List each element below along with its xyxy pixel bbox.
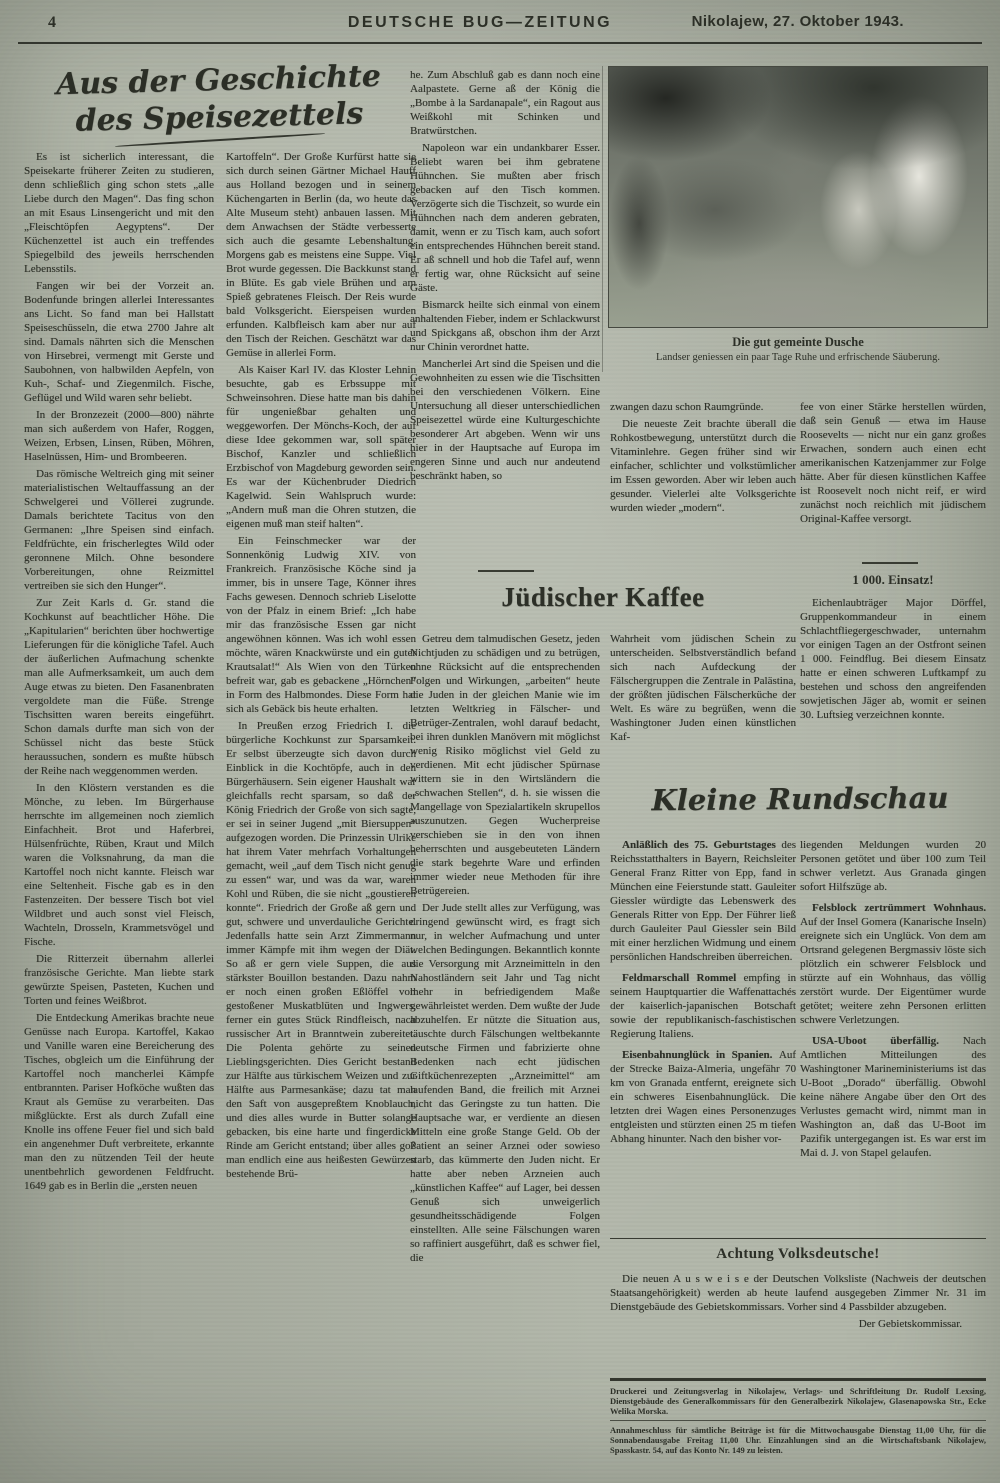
news-item: liegenden Meldungen wurden 20 Personen getötet und über 100 zum Teil schwer verletzt. Aus Granada gingen sofort Hilfszüge ab. <box>800 839 986 893</box>
rundschau-column-4 <box>610 838 796 1236</box>
news-item: Feldmarschall Rommel empfing in seinem Hauptquartier die Waffenattachés der kaiserlich-japanischen Botschaft sowie der republikanisch-faschistischen Regierung Italiens. <box>610 972 796 1040</box>
column-3-kaffee <box>410 632 600 1448</box>
article-kaffee-headline: Jüdischer Kaffee <box>501 582 705 612</box>
news-item-lead: Anläßlich des 75. Geburtstages <box>622 839 782 851</box>
section-rule <box>862 562 918 564</box>
volksdeutsche-signature: Der Gebietskommissar. <box>858 1318 962 1330</box>
imprint-line-2: Annahmeschluss für sämtliche Beiträge ist für die Mittwochausgabe Dienstag 11,00 Uhr, für die Sonnabendausgabe Freitag 11,00 Uhr. Einzahlungen sind an die Wirtschaftsbank Nikolajew, Spasskastr. 54, auf das Konto Nr. 149 zu leisten. <box>610 1425 986 1455</box>
paragraph: Fangen wir bei der Vorzeit an. Bodenfunde bringen allerlei Interessantes ans Licht. So fand man bei Hallstatt Speiseschüsseln, die etwa 2700 Jahre alt sind. Damals nährten sich die Menschen von Hirsebrei, vermengt mit Gerste und Saubohnen, von halbwilden Aepfeln, von Kuh-, Schaf- und Ziegenmilch. Fische, Geflügel und Wild waren sehr beliebt. <box>24 280 214 404</box>
imprint-box <box>610 1378 986 1455</box>
headline-line-2: des Speisezettels <box>75 96 364 139</box>
paragraph: In der Bronzezeit (2000—800) nährte man sich außerdem von Hafer, Roggen, Weizen, Erbsen, Linsen, Rüben, Möhren, Haselnüssen, Him- und Brombeeren. <box>24 409 214 463</box>
paragraph: Als Kaiser Karl IV. das Kloster Lehnin besuchte, gab es Erbssuppe mit Schweinsohren. Diese hatte man bis dahin für ungenießbar gehalten und weggeworfen. Der Mönchs-Koch, der auf diese Idee gekommen war, soll später Bischof, Kanzler und schließlich Erzbischof von Magdeburg geworden sein. Es war der Küchenbruder Diedrich Kagelwid. Sein Wahlspruch wurde: „Andern muß man die Ohren stutzen, die eigenen muß man steif halten“. <box>226 364 416 530</box>
rundschau-column-5 <box>800 838 986 1236</box>
shower-photo <box>608 66 988 328</box>
article-einsatz-body <box>800 596 986 790</box>
paragraph: In den Klöstern verstanden es die Mönche, zu leben. Im Bürgerhause herrschte im allgemeinen noch ziemlich Einfachheit. Brot und Haferbrei, Hülsenfrüchte, Rüben, Kraut und Milch waren die Volksnahrung, da man die Kartoffel noch nicht kannte. Fleisch war eine Seltenheit. Fische gab es in den Fastenzeiten. Der bessere Tisch bot viel Wildbret und auch sonst viel Fleisch, Wachteln, Drosseln, Krammetsvögel und Fische. <box>24 782 214 948</box>
column-5-kaffee-end <box>800 400 986 556</box>
paragraph: Die neueste Zeit brachte überall die Rohkostbewegung, unterstützt durch die Vitaminlehre. Gegen früher sind wir einfacher, schlichter und volkstümlicher im Essen geworden. Aber wir leben auch gesunder. Vielerlei alte Volksgerichte wurden wieder „modern“. <box>610 418 796 514</box>
news-item: Anläßlich des 75. Geburtstages des Reichsstatthalters in Bayern, Reichsleiter General Franz Ritter von Epp, fand in München eine Feierstunde statt. Gauleiter Giessler würdigte das Lebenswerk des Generals Ritter von Epp. Der Führer ließ durch Gauleiter Paul Giessler sein Bild mit einer herzlichen Widmung und einem persönlichen Handschreiben überreichen. <box>610 839 796 963</box>
paragraph: Kartoffeln“. Der Große Kurfürst hatte sie sich durch seinen Gärtner Michael Hauff aus Holland bezogen und in seinem Küchengarten in Berlin (da, wo heute das Alte Museum steht) anbauen lassen. Mit dem Anwachsen der Städte verbesserte sich auch die gesamte Lebenshaltung. Morgens gab es meistens eine Suppe. Viel Brot wurde gegessen. Die Backkunst stand in Blüte. Es gab viele Brühen und am Spieß gebratenes Fleisch. Der Reis wurde bald Volksgericht. Eierspeisen wurden erfunden. Kalbfleisch kam aber nur auf den Tisch der Reichen. Geschätzt war das Gemüse in allerlei Form. <box>226 151 416 359</box>
paragraph: he. Zum Abschluß gab es dann noch eine Aalpastete. Gerne aß der König die „Bombe à la Sardanapale“, ein Ragout aus Weißkohl mit Schinken und Bratwürstchen. <box>410 69 600 137</box>
vertical-divider <box>602 66 603 372</box>
paragraph: Die Entdeckung Amerikas brachte neue Genüsse nach Europa. Kartoffel, Kakao und Vanille waren eine Bereicherung des Tisches, obgleich um die Einführung der Kartoffel noch mancherlei Kämpfe entbrannten. Pariser Hofköche wußten das Kraut als Gemüse zu verarbeiten. Das mißglückte. Erst als durch Zufall eine Knolle ins offene Feuer fiel und sich bald ein angenehmer Duft verbreitete, erkannte man den zu nützenden Teil der heute unentbehrlich gewordenen Feldfrucht. 1649 gab es in Berlin die „ersten neuen <box>24 1012 214 1192</box>
photo-caption-text: Landser geniessen ein paar Tage Ruhe und erfrischende Säuberung. <box>656 352 940 363</box>
volksdeutsche-headline: Achtung Volksdeutsche! <box>716 1246 880 1262</box>
news-item-lead: USA-Uboot überfällig. <box>812 1035 963 1047</box>
dateline: Nikolajew, 27. Oktober 1943. <box>691 13 904 30</box>
header-rule <box>18 42 982 44</box>
section-rule <box>610 1238 986 1239</box>
paragraph: Getreu dem talmudischen Gesetz, jeden Nichtjuden zu schädigen und zu betrügen, ohne Rücksicht auf die entsprechenden Folgen und Wirkungen, „arbeiten“ heute die Juden in der gleichen Manie wie im letzten Weltkrieg in Fälscher- und Betrüger-Zentralen, wohl darauf bedacht, bei ihren dunklen Manövern mit möglichst wenig Risiko möglichst viel Geld zu verdienen. Mit echt jüdischer Spürnase wittern sie in den Wirtsländern die „schwachen Stellen“, d. h. sie wissen die Mangellage von Spezialartikeln skrupellos auszunutzen. Gegen Wucherpreise verschieben sie in den von ihnen beherrschten und ausgebeuteten Ländern die stark begehrte Ware und erfinden immer wieder neue Methoden für ihre Betrügereien. <box>410 633 600 897</box>
volksdeutsche-text <box>610 1272 986 1314</box>
news-item-lead: Felsblock zertrümmert Wohnhaus. <box>812 902 986 914</box>
news-item-lead: Eisenbahnunglück in Spanien. <box>622 1049 779 1061</box>
news-item: USA-Uboot überfällig. Nach Amtlichen Mitteilungen des Washingtoner Marineministeriums ist das U-Boot „Dorado“ überfällig. Obwohl keine nähere Angabe über den Ort des Verlustes gemacht wird, nimmt man in Washington an, daß das U-Boot im Pazifik untergegangen ist. Es war erst im Mai d. J. von Stapel gelaufen. <box>800 1035 986 1159</box>
section-rule <box>478 570 534 572</box>
column-4-kaffee <box>610 632 796 790</box>
paragraph: Wahrheit vom jüdischen Schein zu unterscheiden. Selbstverständlich befand sich nach Aufdeckung der Fälschergruppen die Zentrale in Palästina, der größten jüdischen Fälscherküche der Welt. Es wäre zu begrüßen, wenn die Washingtoner Juden einen künstlichen Kaf- <box>610 633 796 743</box>
paragraph: Bismarck heilte sich einmal von einem anhaltenden Fieber, indem er Schlackwurst und Spickgans aß, obschon ihm der Arzt nur Chinin verordnet hatte. <box>410 299 600 353</box>
paragraph: Eichenlaubträger Major Dörffel, Gruppenkommandeur in einem Schlachtfliegergeschwader, unternahm vor einigen Tagen an der Ostfront seinen 1 000. Feindflug. Bei diesem Einsatz hatte er einen schweren Luftkampf zu bestehen und schoss den angreifenden sowjetischen Jäger ab, womit er seinen 30. Luftsieg verzeichnen konnte. <box>800 597 986 721</box>
paragraph: In Preußen erzog Friedrich I. die bürgerliche Kochkunst zur Sparsamkeit. Er selbst überzeugte sich davon durch Einblick in die Kochtöpfe, auch in den Bürgerhäusern. Sein eigener Haushalt war gleichfalls recht sparsam, so daß der König Friedrich der Große von sich sagte, er sei in seiner Jugend „mit Biersuppen“ aufgezogen worden. Die Prinzessin Ulrike hat ihrem Vater mehrfach Vorhaltungen gemacht, weil „auf dem Tisch nicht genug zu essen“ war, und was da war, waren Kohl und Rüben, die sie nicht „goustieren konnte“. Friedrich der Große aß gern und gut, schwere und unverdauliche Gerichte. Jedenfalls hatte sein Arzt Zimmermann immer Kämpfe mit ihm wegen der Diät. So aß er gern viele Suppen, die aus stärkster Bouillon bestanden. Dazu nahm er noch einen großen Eßlöffel voll gestoßener Muskatblüten und Ingwers, ferner ein gutes Stück Rindfleisch, nach russischer Art in Branntwein zubereitet. Die Polenta gehörte zu seinen Lieblingsgerichten. Dies Gericht bestand zur Hälfte aus türkischem Weizen und zur Hälfte aus Parmesankäse; dazu tat man den Saft von ausgepreßtem Knoblauch, und dies alles wurde in Butter solange gebacken, bis eine harte und fingerdicke Rinde am Gericht entstand; über alles goß man endlich eine aus heißesten Gewürzen bestehende Brü- <box>226 720 416 1180</box>
paragraph: Ein Feinschmecker war der Sonnenkönig Ludwig XIV. von Frankreich. Französische Köche sind ja immer, bis in unsere Tage, Könner ihres Fachs gewesen. Dennoch schrieb Liselotte von der Pfalz in einem Brief: „Ich habe mir das französische Essen gar nicht angewöhnen können. Was ich wohl essen möchte, wären Knackwürste und ein guter Krautsalat!“ Als Wien von den Türken befreit war, gab es gebackene „Hörnchen“ in Form des Halbmondes. Diese Form hat sich als Gebäck bis heute erhalten. <box>226 535 416 715</box>
photo-caption-title: Die gut gemeinte Dusche <box>732 335 864 349</box>
photo-caption <box>608 335 988 365</box>
paragraph: Napoleon war ein undankbarer Esser. Beliebt waren bei ihm gebratene Hühnchen. Sie mußten aber frisch gebacken auf den Tisch kommen. Verzögerte sich die Tischzeit, so wurde ein Hühnchen nach dem anderen gebraten, damit, wenn er zu Tisch kam, auch sofort ein entsprechendes Hühnchen bereit stand. Er aß schnell und hob die Tafel auf, wenn er fertig war, ohne Rücksicht auf seine Gäste. <box>410 142 600 294</box>
column-3-speisezettel <box>410 68 600 562</box>
paragraph: zwangen dazu schon Raumgründe. <box>610 401 764 413</box>
imprint-line-1: Druckerei und Zeitungsverlag in Nikolajew, Verlags- und Schriftleitung Dr. Rudolf Lexsing, Dienstgebäude des Generalkommissars für den Generalbezirk Nikolajew, Glasenapowska Str., Ecke Welika Morska. <box>610 1386 986 1416</box>
paragraph: Die neuen A u s w e i s e der Deutschen Volksliste (Nachweis der deutschen Staatsangehörigkeit) werden ab heute laufend ausgegeben Zimmer Nr. 31 im Dienstgebäude des Gebietskommissars. Vorher sind 4 Passbilder abzugeben. <box>610 1273 986 1313</box>
paragraph: Es ist sicherlich interessant, die Speisekarte früherer Zeiten zu studieren, denn schließlich ging schon stets „alle Liebe durch den Magen“. Das fing schon an mit Esaus Linsengericht und mit den „Fleischtöpfen Aegyptens“. Der Küchenzettel ist auch ein treffendes Spiegelbild des jeweils herrschenden Lebensstils. <box>24 151 214 275</box>
imprint-divider <box>610 1420 986 1421</box>
photo-block <box>608 66 988 365</box>
paragraph: Zur Zeit Karls d. Gr. stand die Kochkunst auf beachtlicher Höhe. Die „Kapitularien“ berichten über hochwertige Lieferungen für die königliche Tafel. Auch der äußerlichen Aufmachung schenkte man alle Aufmerksamkeit, um auch dem Auge etwas zu bieten. Den Fasanenbraten vergoldete man die Füße. Strenge Tischsitten waren bereits eingeführt. Schon damals durfte man sich von der Schüssel nicht das beste Stück heraussuchen, sondern es mußte hübsch der Reihe nach weggenommen werden. <box>24 597 214 777</box>
column-4-speisezettel-end <box>610 400 796 580</box>
paragraph: fee von einer Stärke herstellen würden, daß sein Genuß — etwa im Hause Roosevelts — nicht nur ein ganz großes Erwachen, sondern auch einen echt amerikanischen Katzenjammer zur Folge hätte. Aber für diesen künstlichen Kaffee ist Roosevelt noch nicht reif, er wird zunächst noch reichlich mit jüdischem Original-Kaffee versorgt. <box>800 401 986 525</box>
news-item: Eisenbahnunglück in Spanien. Auf der Strecke Baiza-Almeria, ungefähr 70 km von Granada entfernt, ereignete sich ein schweres Eisenbahnunglück. Die letzten drei Wagen eines Personenzuges entgleisten und stürzten einen 25 m tiefen Abhang hinunter. Nach den bisher vor- <box>610 1049 796 1145</box>
article-speisezettel-headline <box>35 57 403 146</box>
news-item: Felsblock zertrümmert Wohnhaus. Auf der Insel Gomera (Kanarische Inseln) ereignete sich ein Unglück. Von dem am Ortsrand gelegenen Bergmassiv löste sich plötzlich ein schwerer Felsblock und stürzte auf ein Wohnhaus, das völlig zerstört wurde. Der Eigentümer wurde getötet; weitere zehn Personen erlitten schwere Verletzungen. <box>800 902 986 1026</box>
headline-line-1: Aus der Geschichte <box>55 58 382 103</box>
volksdeutsche-body <box>610 1272 986 1372</box>
paragraph: Mancherlei Art sind die Speisen und die Gewohnheiten zu essen wie die Tischsitten bei den verschiedenen Völkern. Eine Untersuchung all dieser unterschiedlichen Speisezettel würde eine Kulturgeschichte besonderer Art abgeben. Wenn wir uns hier in der Hauptsache auf Europa im engeren Sinne und auch nur andeutend beschränkt haben, so <box>410 358 600 482</box>
paragraph: Die Ritterzeit übernahm allerlei französische Gerichte. Man liebte stark gewürzte Speisen, Pasteten, Kuchen und Torten und feines Weißbrot. <box>24 953 214 1007</box>
masthead-title: DEUTSCHE BUG—ZEITUNG <box>347 14 613 31</box>
news-item-lead: Feldmarschall Rommel <box>622 972 744 984</box>
column-2-speisezettel <box>226 150 416 1450</box>
rundschau-headline: Kleine Rundschau <box>651 780 949 818</box>
paragraph: Das römische Weltreich ging mit seiner materialistischen Weltauffassung an der Schwelgerei und Völlerei zugrunde. Damals berichtete Tacitus von den Germanen: „Ihre Speisen sind einfach. Feldfrüchte, ein frischerlegtes Wild oder geronnene Milch. Ohne besondere Vorbereitungen, ohne Reizmittel vertreiben sie sich den Hunger“. <box>24 468 214 592</box>
paragraph: Der Jude stellt alles zur Verfügung, was dringend gewünscht wird, es fragt sich nur, in welcher Aufmachung und unter welchen Bedingungen. Bekanntlich konnte die Versorgung mit Arzneimitteln in den Nahostländern seit Jahr und Tag nicht mehr in befriedigendem Maße gewährleistet werden. Dem wußte der Jude abzuhelfen. Er nützte die Situation aus, täuschte durch Fälschungen weltbekannte deutsche Firmen und fabrizierte ohne Bedenken nach echt jüdischen Giftküchenrezepten „Arzneimittel“ am laufenden Band, die freilich mit Arznei nicht das Geringste zu tun hatten. Die Hauptsache war, er verdiente an diesen Mitteln eine große Stange Geld. Ob der Patient an seiner Arznei oder sowieso starb, das kümmerte den Juden nicht. Er hatte aber neben Arzneien auch „künstlichen Kaffee“ auf Lager, bei dessen Genuß sich unweigerlich gesundheitsschädigende Folgen einstellten. Alle seine Fälschungen waren so raffiniert ausgeführt, daß es schwer fiel, die <box>410 902 600 1264</box>
page-number: 4 <box>48 14 56 31</box>
article-einsatz-headline: 1 000. Einsatz! <box>852 572 934 587</box>
column-1-speisezettel <box>24 150 214 1450</box>
